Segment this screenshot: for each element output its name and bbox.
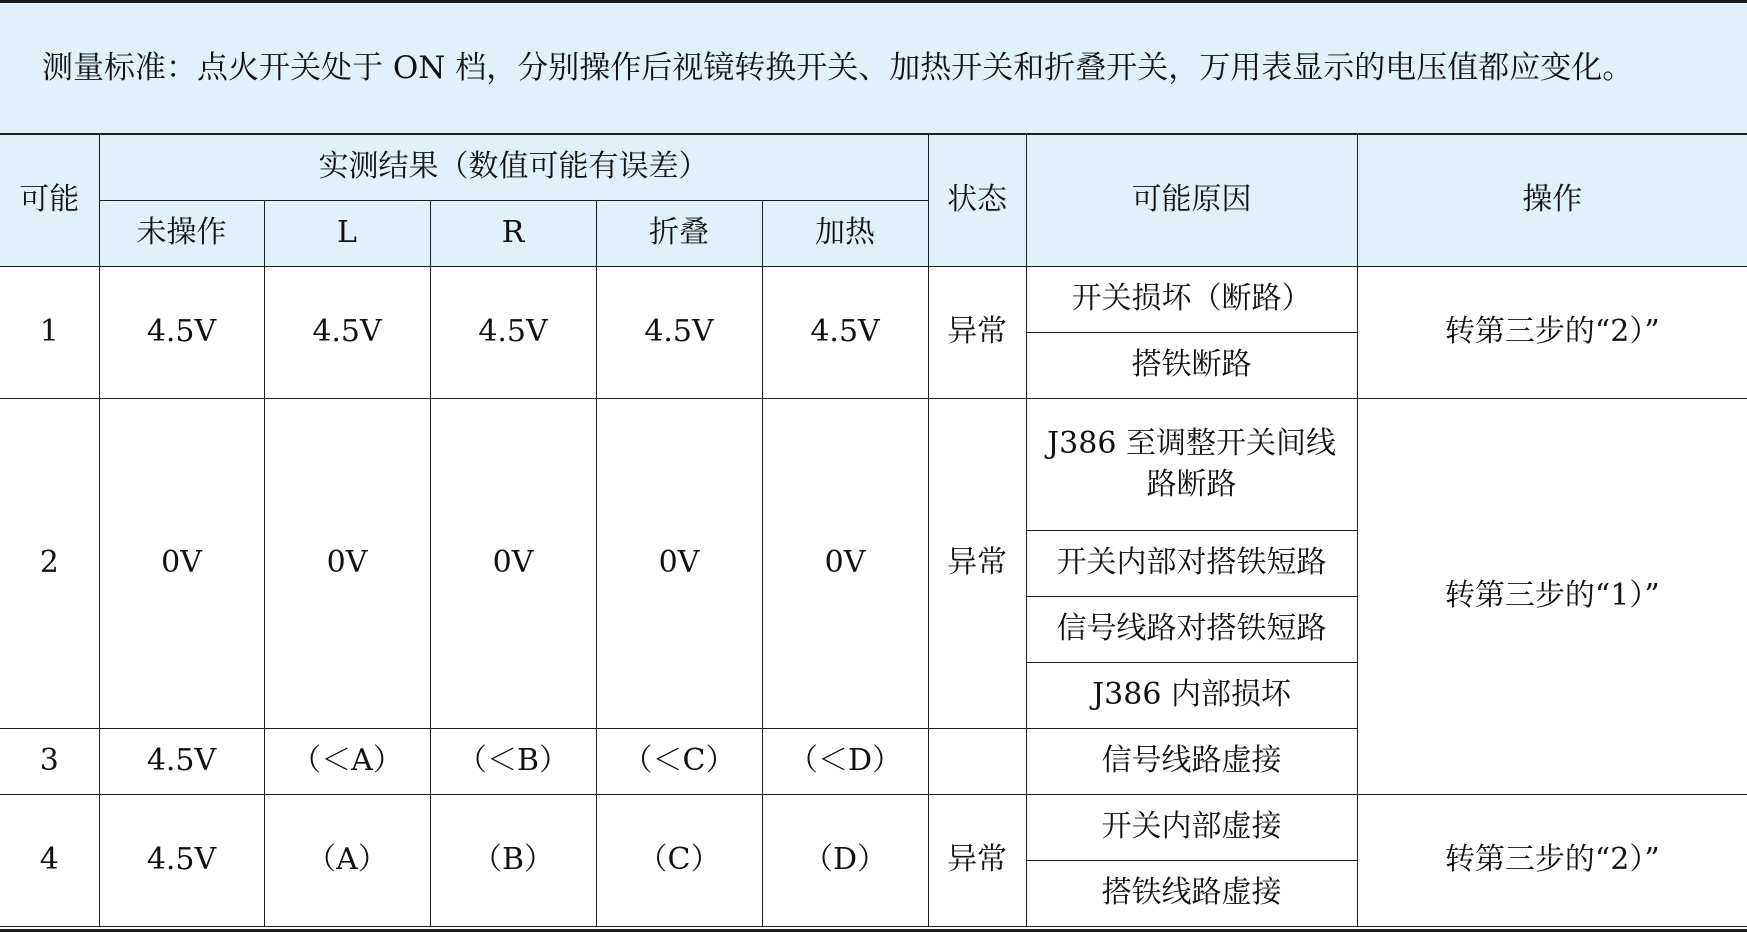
value-cell: （＜B） xyxy=(430,729,596,795)
header-cause: 可能原因 xyxy=(1026,135,1357,267)
value-cell: 4.5V xyxy=(762,267,928,399)
cause-cell: 搭铁线路虚接 xyxy=(1026,861,1357,927)
action-cell: 转第三步的“2）” xyxy=(1357,267,1747,399)
table-row xyxy=(0,399,1747,531)
cause-cell: 搭铁断路 xyxy=(1026,333,1357,399)
value-cell: （C） xyxy=(596,795,762,927)
header-right: R xyxy=(430,201,596,267)
diagnosis-table xyxy=(0,134,1747,927)
cause-cell: 开关内部虚接 xyxy=(1026,795,1357,861)
value-cell: 0V xyxy=(762,399,928,729)
table-row xyxy=(0,795,1747,861)
value-cell: （＜C） xyxy=(596,729,762,795)
cause-cell: 开关内部对搭铁短路 xyxy=(1026,531,1357,597)
value-cell: （D） xyxy=(762,795,928,927)
state-cell: 异常 xyxy=(928,795,1026,927)
value-cell: 4.5V xyxy=(99,795,264,927)
table-body xyxy=(0,267,1747,927)
row-number: 4 xyxy=(0,795,99,927)
header-action: 操作 xyxy=(1357,135,1747,267)
header-not-operated: 未操作 xyxy=(99,201,264,267)
measurement-standard-text: 测量标准：点火开关处于 ON 档，分别操作后视镜转换开关、加热开关和折叠开关，万用表显示的电压值都应变化。 xyxy=(42,49,1634,86)
value-cell: （B） xyxy=(430,795,596,927)
value-cell: 0V xyxy=(99,399,264,729)
state-cell xyxy=(928,729,1026,795)
value-cell: 4.5V xyxy=(99,267,264,399)
state-cell: 异常 xyxy=(928,267,1026,399)
value-cell: 4.5V xyxy=(264,267,430,399)
state-cell: 异常 xyxy=(928,399,1026,729)
table-row xyxy=(0,267,1747,333)
value-cell: 0V xyxy=(596,399,762,729)
header-row-1 xyxy=(0,135,1747,201)
value-cell: 4.5V xyxy=(596,267,762,399)
value-cell: 0V xyxy=(430,399,596,729)
header-fold: 折叠 xyxy=(596,201,762,267)
row-number: 3 xyxy=(0,729,99,795)
table-header xyxy=(0,135,1747,267)
value-cell: 4.5V xyxy=(430,267,596,399)
header-heat: 加热 xyxy=(762,201,928,267)
cause-cell: J386 至调整开关间线路断路 xyxy=(1026,399,1357,531)
row-number: 1 xyxy=(0,267,99,399)
value-cell: （＜D） xyxy=(762,729,928,795)
action-cell: 转第三步的“1）” xyxy=(1357,399,1747,795)
cause-cell: 信号线路虚接 xyxy=(1026,729,1357,795)
value-cell: 4.5V xyxy=(99,729,264,795)
cause-cell: 信号线路对搭铁短路 xyxy=(1026,597,1357,663)
value-cell: （A） xyxy=(264,795,430,927)
cause-cell: J386 内部损坏 xyxy=(1026,663,1357,729)
header-state: 状态 xyxy=(928,135,1026,267)
action-cell: 转第三步的“2）” xyxy=(1357,795,1747,927)
header-left: L xyxy=(264,201,430,267)
measurement-standard xyxy=(0,3,1747,134)
value-cell: 0V xyxy=(264,399,430,729)
value-cell: （＜A） xyxy=(264,729,430,795)
header-possible: 可能 xyxy=(0,135,99,267)
row-number: 2 xyxy=(0,399,99,729)
cause-cell: 开关损坏（断路） xyxy=(1026,267,1357,333)
header-measured-group: 实测结果（数值可能有误差） xyxy=(99,135,928,201)
